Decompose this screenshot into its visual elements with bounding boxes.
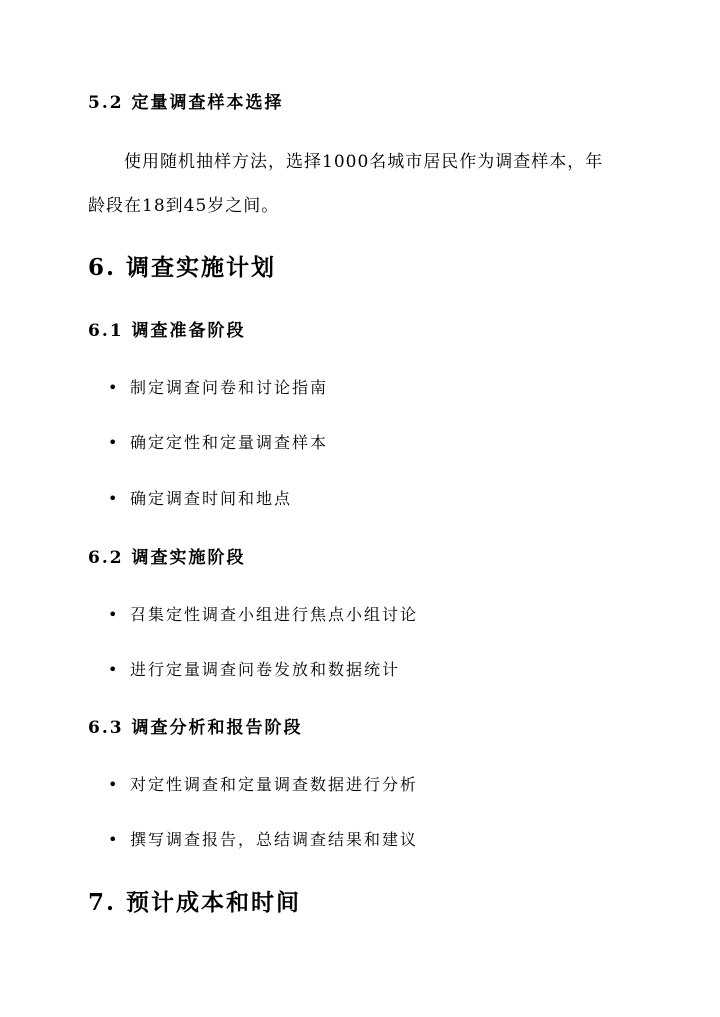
list-item (108, 772, 418, 795)
list-item (108, 827, 418, 850)
list-item-text: 确定调查时间和地点 (130, 489, 293, 508)
list-item-text: 召集定性调查小组进行焦点小组讨论 (130, 605, 419, 624)
bullet-icon: • (108, 775, 120, 794)
bullet-icon: • (108, 489, 120, 508)
list-item-text: 制定调查问卷和讨论指南 (130, 378, 329, 397)
list-item-text: 撰写调查报告，总结调查结果和建议 (130, 830, 419, 849)
bullet-icon: • (108, 378, 120, 397)
paragraph-line-1: 使用随机抽样方法，选择1000名城市居民作为调查样本，年 (124, 152, 604, 172)
heading-6-2: 6.2 调查实施阶段 (88, 548, 246, 568)
list-item (108, 430, 328, 453)
paragraph-line-2: 龄段在18到45岁之间。 (88, 196, 280, 216)
list-item (108, 486, 292, 509)
list-item (108, 602, 418, 625)
list-item-text: 确定定性和定量调查样本 (130, 433, 329, 452)
list-item (108, 657, 400, 680)
heading-5-2: 5.2 定量调查样本选择 (88, 93, 284, 113)
list-item-text: 对定性调查和定量调查数据进行分析 (130, 775, 419, 794)
bullet-icon: • (108, 660, 120, 679)
heading-7: 7. 预计成本和时间 (88, 889, 302, 916)
list-item-text: 进行定量调查问卷发放和数据统计 (130, 660, 401, 679)
heading-6: 6. 调查实施计划 (88, 254, 277, 281)
bullet-icon: • (108, 433, 120, 452)
heading-6-1: 6.1 调查准备阶段 (88, 321, 246, 341)
heading-6-3: 6.3 调查分析和报告阶段 (88, 718, 303, 738)
bullet-icon: • (108, 605, 120, 624)
list-item (108, 375, 328, 398)
bullet-icon: • (108, 830, 120, 849)
